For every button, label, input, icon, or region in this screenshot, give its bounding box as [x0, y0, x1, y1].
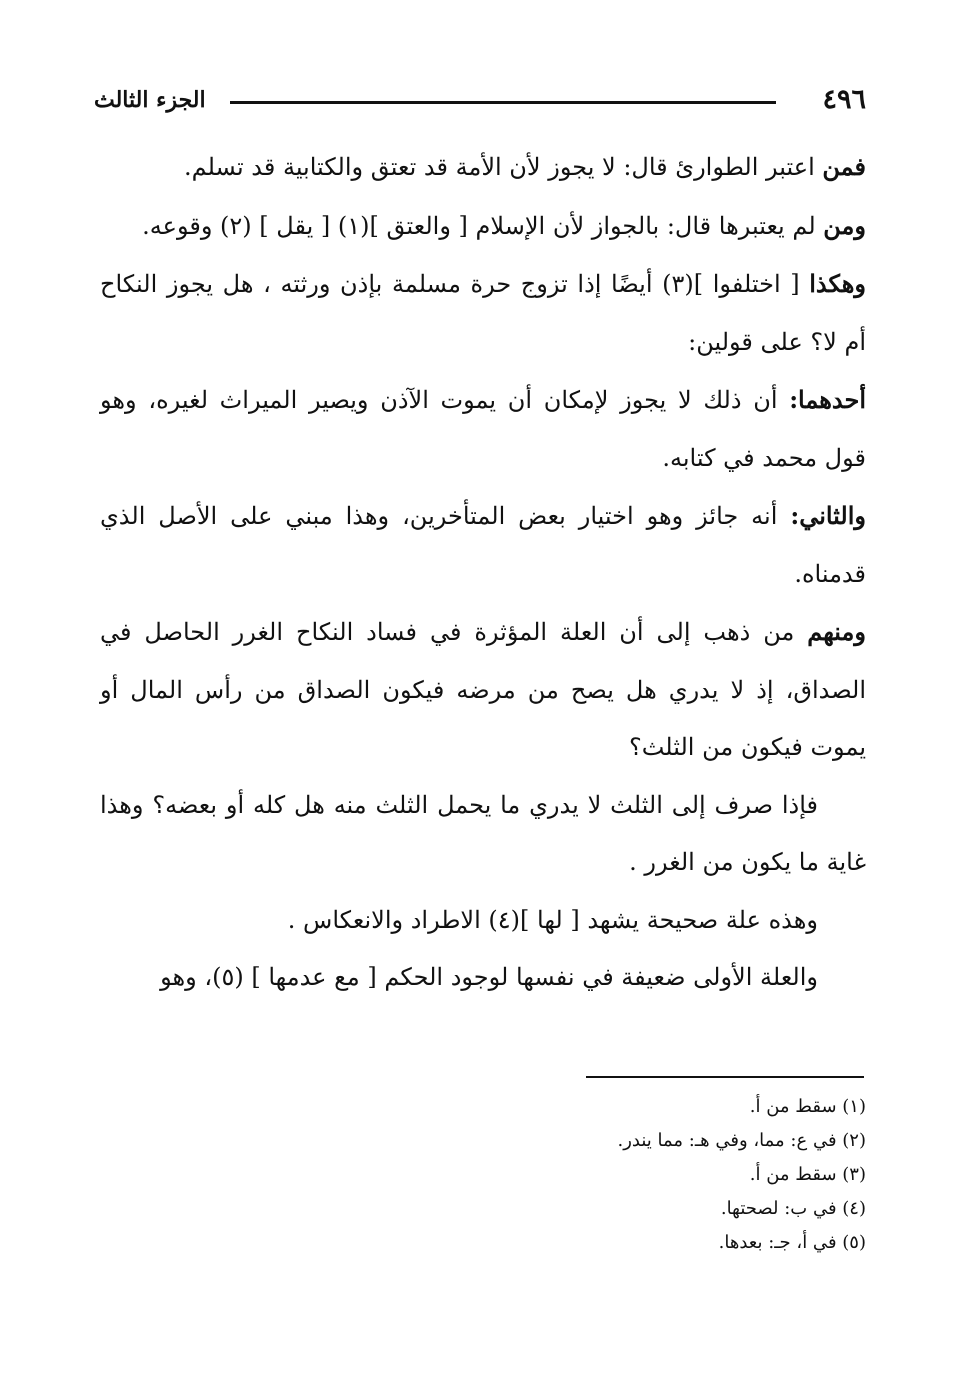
- page-number: ٤٩٦: [822, 84, 866, 115]
- part-title: الجزء الثالث: [94, 87, 206, 113]
- paragraph-lead: وهكذا: [809, 269, 866, 298]
- footnotes: [500, 1090, 866, 1260]
- paragraph-text: أنه جائز وهو اختيار بعض المتأخرين، وهذا مبني على الأصل الذي قدمناه.: [100, 502, 866, 588]
- paragraph-1: [100, 138, 866, 197]
- paragraph-text: اعتبر الطوارئ قال: لا يجوز لأن الأمة قد تعتق والكتابية قد تسلم.: [183, 153, 823, 181]
- page-header: [94, 82, 866, 122]
- paragraph-3: [100, 255, 866, 371]
- paragraph-5: [100, 487, 866, 603]
- paragraph-6: [100, 603, 866, 777]
- paragraph-text: فإذا صرف إلى الثلث لا يدري ما يحمل الثلث منه هل كله أو بعضه؟ وهذا غاية ما يكون من الغرر .: [100, 790, 866, 876]
- paragraph-text: [ اختلفوا ](٣) أيضًا إذا تزوج حرة مسلمة بإذن ورثته ، هل يجوز النكاح أم لا؟ على قولين:: [100, 270, 866, 356]
- footnote-3: (٣) سقط من أ.: [749, 1164, 866, 1185]
- footnote-4: (٤) في ب: لصحتها.: [720, 1198, 866, 1219]
- paragraph-7: [100, 777, 866, 892]
- footnote-5: (٥) في أ، جـ: بعدها.: [718, 1232, 866, 1253]
- paragraph-4: [100, 371, 866, 487]
- paragraph-2: [100, 197, 866, 256]
- paragraph-lead: ومن: [823, 210, 866, 240]
- paragraph-lead: ومنهم: [807, 617, 866, 646]
- paragraph-text: وهذه علة صحيحة يشهد [ لها ](٤) الاطراد والانعكاس .: [287, 905, 818, 934]
- footnote-1: (١) سقط من أ.: [749, 1096, 866, 1117]
- footnote-2: (٢) في ع: مما، وفي هـ: مما يندر.: [617, 1130, 866, 1151]
- paragraph-lead: والثاني:: [790, 501, 866, 530]
- paragraph-8: [100, 892, 866, 950]
- footnote-separator: [586, 1076, 864, 1078]
- paragraph-lead: أحدهما:: [789, 385, 866, 414]
- paragraph-text: أن ذلك لا يجوز لإمكان أن يموت الآذن ويصير الميراث لغيره، وهو قول محمد في كتابه.: [100, 386, 866, 472]
- paragraph-9: [100, 949, 866, 1007]
- main-text: [100, 138, 866, 1007]
- paragraph-lead: فمن: [822, 152, 866, 181]
- paragraph-text: من ذهب إلى أن العلة المؤثرة في فساد النكاح الغرر الحاصل في الصداق، إذ لا يدري هل يصح من مرضه فيكون الصداق من رأس المال أو يموت فيكون من الثلث؟: [100, 618, 867, 761]
- paragraph-text: لم يعتبرها قال: بالجواز لأن الإسلام [ والعتق ](١) [ يقل ] (٢) وقوعه.: [142, 211, 824, 240]
- paragraph-text: والعلة الأولى ضعيفة في نفسها لوجود الحكم [ مع عدمها ] (٥)، وهو: [160, 963, 818, 991]
- header-rule: [230, 101, 776, 104]
